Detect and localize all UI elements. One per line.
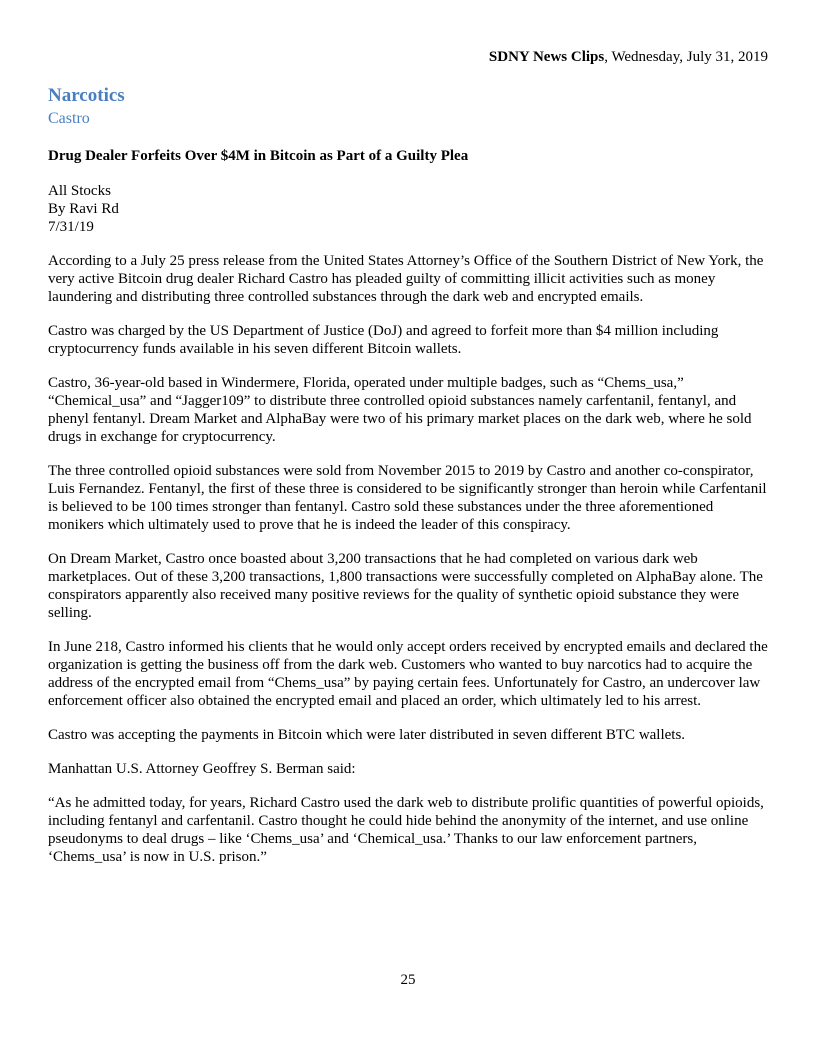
article-quote: “As he admitted today, for years, Richard Castro used the dark web to distribute prolific quantities of powerful opioids, including fentanyl and carfentanil. Castro thought he could hide behind the anonymity of the internet, and use online pseudonyms to deal drugs – like ‘Chems_usa’ and ‘Chemical_usa.’ Thanks to our law enforcement partners, ‘Chems_usa’ is now in U.S. prison.” [48,795,764,865]
publication-name: SDNY News Clips [488,49,605,65]
article-date: 7/31/19 [48,219,94,235]
page-header [489,47,768,67]
article-meta [48,182,768,236]
article-paragraph: Manhattan U.S. Attorney Geoffrey S. Berman said: [48,761,356,777]
article-paragraph: On Dream Market, Castro once boasted about 3,200 transactions that he had completed on various dark web marketplaces. Out of these 3,200 transactions, 1,800 transactions were successfully completed on AlphaBay alone. The conspirators apparently also received many positive reviews for the quality of synthetic opioid substance they were selling. [48,551,763,621]
article-paragraph: According to a July 25 press release from the United States Attorney’s Office of the Southern District of New York, the very active Bitcoin drug dealer Richard Castro has pleaded guilty of committing illicit activities such as money laundering and distributing three controlled substances through the dark web and encrypted emails. [48,253,764,305]
article-byline: By Ravi Rd [48,201,119,217]
page-number: 25 [400,972,416,988]
article-source: All Stocks [48,183,111,199]
article-paragraph: Castro, 36-year-old based in Windermere, Florida, operated under multiple badges, such as “Chems_usa,” “Chemical_usa” and “Jagger109” to distribute three controlled opioid substances namely carfentanil, fentanyl, and phenyl fentanyl. Dream Market and AlphaBay were two of his primary market places on the dark web, where he sold drugs in exchange for cryptocurrency. [48,375,752,445]
header-date: , Wednesday, July 31, 2019 [604,49,768,65]
article-paragraph: Castro was charged by the US Department of Justice (DoJ) and agreed to forfeit more than $4 million including cryptocurrency funds available in his seven different Bitcoin wallets. [48,323,719,357]
article-paragraph: The three controlled opioid substances were sold from November 2015 to 2019 by Castro and another co-conspirator, Luis Fernandez. Fentanyl, the first of these three is considered to be significantly stronger than heroin while Carfentanil is believed to be 100 times stronger than fentanyl. Castro sold these substances under the three aforementioned monikers which ultimately used to prove that he is indeed the leader of this conspiracy. [48,463,767,533]
article-title: Drug Dealer Forfeits Over $4M in Bitcoin as Part of a Guilty Plea [48,148,469,164]
section-subtitle: Castro [48,110,90,127]
section-title: Narcotics [48,85,125,106]
article-paragraph: In June 218, Castro informed his clients that he would only accept orders received by encrypted emails and declared the organization is getting the business off from the dark web. Customers who wanted to buy narcotics had to acquire the address of the encrypted email from “Chems_usa” by paying certain fees. Unfortunately for Castro, an undercover law enforcement officer also obtained the encrypted email and placed an order, which ultimately led to his arrest. [48,639,768,709]
article-paragraph: Castro was accepting the payments in Bitcoin which were later distributed in seven different BTC wallets. [48,727,686,743]
page-content [48,84,768,882]
